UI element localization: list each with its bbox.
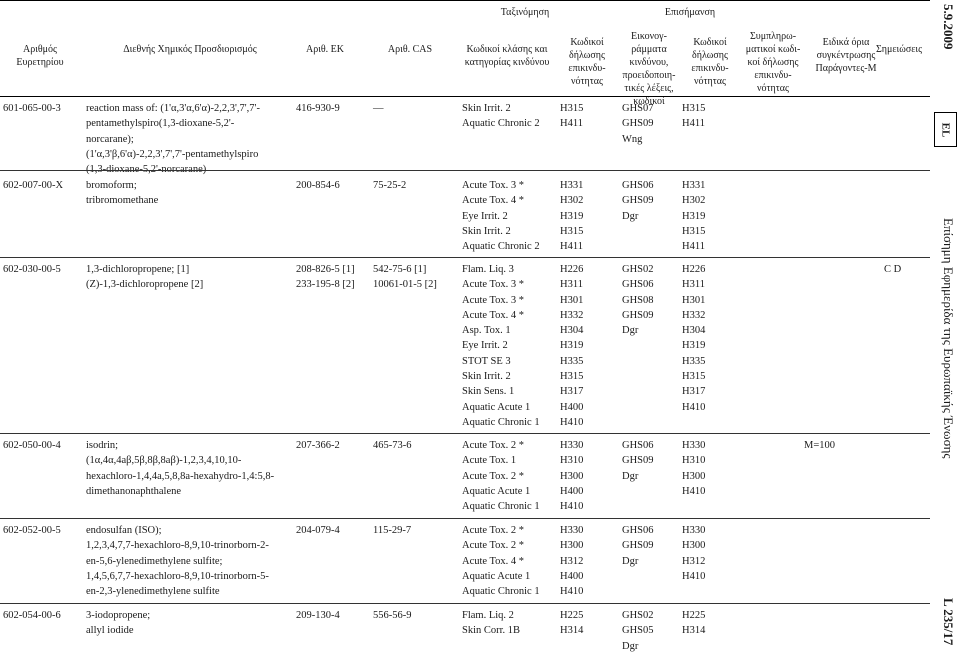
row-index: 602-050-00-4 <box>3 440 61 451</box>
header-notes: Σημειώσεις <box>875 44 923 55</box>
language-code: EL <box>939 122 952 137</box>
header-hazard-codes-label: Κωδικοί δήλωσης επικινδυ- νότητας <box>691 37 729 87</box>
row-index: 601-065-00-3 <box>3 103 61 114</box>
row-class-codes: Flam. Liq. 2 Skin Corr. 1B <box>462 610 521 637</box>
row-ec-no: 416-930-9 <box>296 103 340 114</box>
header-cas-no: Αριθ. CAS <box>387 44 433 55</box>
row-hazard-class: H330 H310 H300 H400 H410 <box>560 440 584 513</box>
row-ec-no: 207-366-2 <box>296 440 340 451</box>
row-class-codes: Acute Tox. 2 * Acute Tox. 1 Acute Tox. 2 * Aquatic Acute 1 Aquatic Chronic 1 <box>462 440 540 513</box>
row-hazard-class: H331 H302 H319 H315 H411 <box>560 180 584 253</box>
row-chemical-name: reaction mass of: (1'α,3'α,6'α)-2,2,3',7',7'- pentamethylspiro(1,3-dioxane-5,2'- norcarane); (1'α,3'β,6'α)-2,2,3',7',7'-pentamethylspiro (1,3-dioxane-5,2'-norcarane) <box>86 103 260 176</box>
row-hazard-label: H225 H314 <box>682 610 706 637</box>
row-chemical-name: bromoform; tribromomethane <box>86 180 159 207</box>
row-index: 602-054-00-6 <box>3 610 61 621</box>
row-separator <box>0 433 930 434</box>
row-ec-no: 208-826-5 [1] 233-195-8 [2] <box>296 264 355 291</box>
row-class-codes: Acute Tox. 2 * Acute Tox. 2 * Acute Tox. 4 * Aquatic Acute 1 Aquatic Chronic 1 <box>462 525 540 598</box>
side-journal-title: Επίσημη Εφημερίδα της Ευρωπαϊκής Ένωσης <box>941 218 956 459</box>
row-hazard-label: H330 H300 H312 H410 <box>682 525 706 582</box>
row-pictograms: GHS07 GHS09 Wng <box>622 103 654 145</box>
row-ec-no: 204-079-4 <box>296 525 340 536</box>
row-hazard-class: H226 H311 H301 H332 H304 H319 H335 H315 H317 H400 H410 <box>560 264 584 428</box>
row-hazard-label: H226 H311 H301 H332 H304 H319 H335 H315 H317 H410 <box>682 264 706 413</box>
header-pictogram-codes: Εικονογ- ράμματα κινδύνου, προειδοποιη- τικές λέξεις, κωδικοί <box>622 31 676 107</box>
header-class-codes: Κωδικοί κλάσης και κατηγορίας κινδύνου <box>464 44 550 68</box>
row-hazard-label: H315 H411 <box>682 103 706 130</box>
header-top-rule <box>0 0 930 1</box>
header-hazard-codes-class: Κωδικοί δήλωσης επικινδυ- νότητας <box>568 37 606 87</box>
row-ec-no: 200-854-6 <box>296 180 340 191</box>
header-suppl-codes: Συμπληρω- ματικοί κωδι- κοί δήλωσης επικινδυ- νότητας <box>745 31 801 94</box>
row-conc: M=100 <box>804 440 836 451</box>
row-pictograms: GHS06 GHS09 Dgr <box>622 440 654 482</box>
row-pictograms: GHS06 GHS09 Dgr <box>622 180 654 222</box>
row-separator <box>0 257 930 258</box>
side-date: 5.9.2009 <box>941 4 956 50</box>
language-box <box>934 112 957 147</box>
row-ec-no: 209-130-4 <box>296 610 340 621</box>
row-notes: C D <box>884 264 902 275</box>
row-hazard-class: H225 H314 <box>560 610 584 637</box>
row-chemical-name: isodrin; (1α,4α,4aβ,5β,8β,8aβ)-1,2,3,4,10,10- hexachloro-1,4,4a,5,8,8a-hexahydro-1,4:5,8- dimethanonaphthalene <box>86 440 275 497</box>
row-chemical-name: endosulfan (ISO); 1,2,3,4,7,7-hexachloro-8,9,10-trinorborn-2- en-5,6-ylenedimethylene sulfite; 1,4,5,6,7,7-hexachloro-8,9,10-trinorborn-5- en-2,3-ylenedimethylene sulfite <box>86 525 269 598</box>
row-hazard-label: H330 H310 H300 H410 <box>682 440 706 497</box>
row-pictograms: GHS02 GHS06 GHS08 GHS09 Dgr <box>622 264 654 337</box>
header-chemical-id: Διεθνής Χημικός Προσδιορισμός <box>123 44 257 55</box>
row-cas-no: — <box>373 103 384 114</box>
row-index: 602-007-00-X <box>3 180 64 191</box>
row-pictograms: GHS02 GHS05 Dgr <box>622 610 654 652</box>
row-separator <box>0 603 930 604</box>
row-class-codes: Flam. Liq. 3 Acute Tox. 3 * Acute Tox. 3 * Acute Tox. 4 * Asp. Tox. 1 Eye Irrit. 2 STOT SE 3 Skin Irrit. 2 Skin Sens. 1 Aquatic Acute 1 Aquatic Chronic 1 <box>462 264 540 428</box>
row-class-codes: Acute Tox. 3 * Acute Tox. 4 * Eye Irrit. 2 Skin Irrit. 2 Aquatic Chronic 2 <box>462 180 540 253</box>
header-ec-no: Αριθ. ΕΚ <box>305 44 345 55</box>
row-cas-no: 556-56-9 <box>373 610 412 621</box>
header-group-labelling: Επισήμανση <box>664 7 716 18</box>
row-chemical-name: 1,3-dichloropropene; [1] (Z)-1,3-dichloropropene [2] <box>86 264 204 291</box>
row-class-codes: Skin Irrit. 2 Aquatic Chronic 2 <box>462 103 540 130</box>
row-hazard-label: H331 H302 H319 H315 H411 <box>682 180 706 253</box>
row-index: 602-052-00-5 <box>3 525 61 536</box>
side-page-ref: L 235/17 <box>941 598 956 646</box>
row-chemical-name: 3-iodopropene; allyl iodide <box>86 610 151 637</box>
header-bottom-rule <box>0 96 930 97</box>
row-separator <box>0 170 930 171</box>
row-pictograms: GHS06 GHS09 Dgr <box>622 525 654 567</box>
header-index-no: Αριθμός Ευρετηρίου <box>16 44 64 68</box>
row-index: 602-030-00-5 <box>3 264 61 275</box>
header-conc-limits: Ειδικά όρια συγκέντρωσης Παράγοντες-M <box>815 37 877 74</box>
row-cas-no: 465-73-6 <box>373 440 412 451</box>
row-hazard-class: H330 H300 H312 H400 H410 <box>560 525 584 598</box>
row-cas-no: 542-75-6 [1] 10061-01-5 [2] <box>373 264 437 291</box>
row-separator <box>0 518 930 519</box>
row-cas-no: 115-29-7 <box>373 525 412 536</box>
row-hazard-class: H315 H411 <box>560 103 584 130</box>
header-group-classification: Ταξινόμηση <box>500 7 550 18</box>
row-cas-no: 75-25-2 <box>373 180 407 191</box>
